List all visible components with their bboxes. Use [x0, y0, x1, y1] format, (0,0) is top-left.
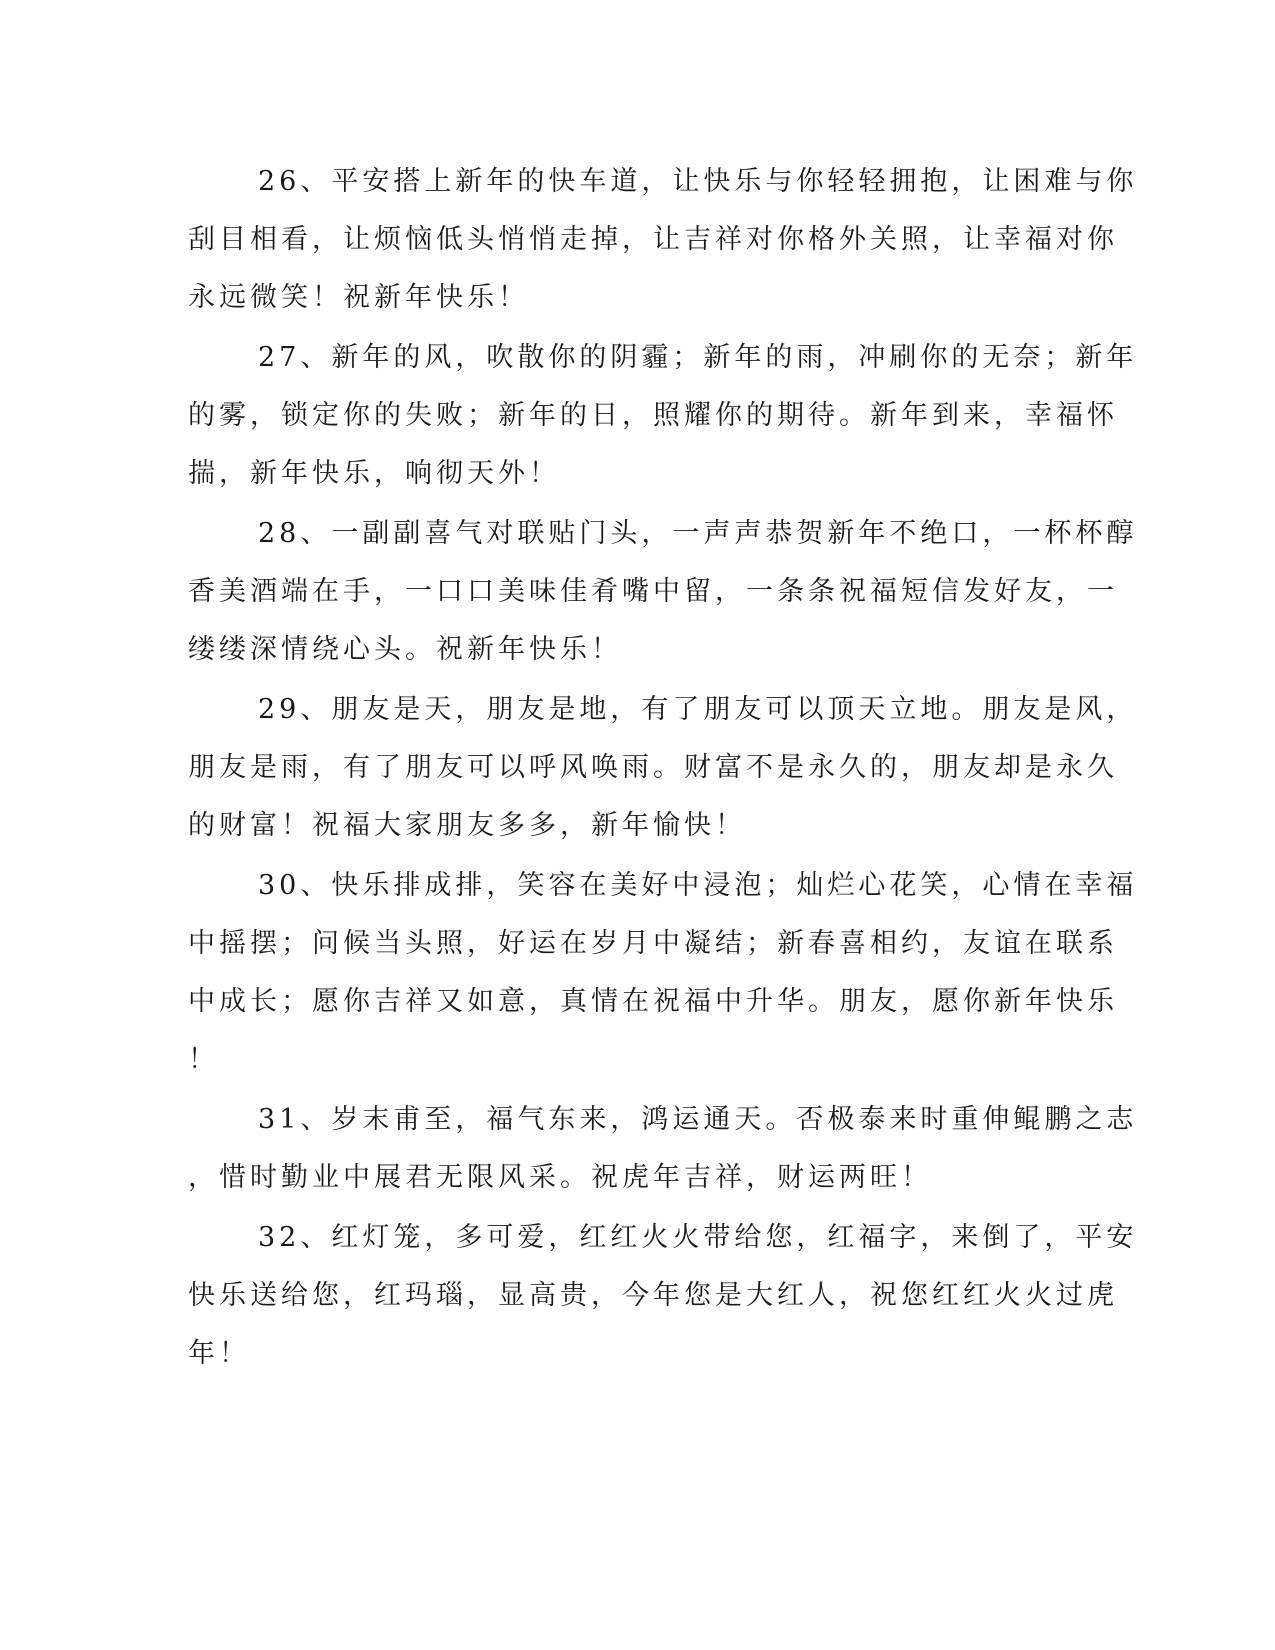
paragraph-29-line-1: 29、朋友是天，朋友是地，有了朋友可以顶天立地。朋友是风，	[258, 694, 1138, 725]
paragraph-28-line-1: 28、一副副喜气对联贴门头，一声声恭贺新年不绝口，一杯杯醇	[258, 518, 1138, 549]
paragraph-27-line-1: 27、新年的风，吹散你的阴霾；新年的雨，冲刷你的无奈；新年	[258, 342, 1138, 373]
paragraph-32-line-1: 32、红灯笼，多可爱，红红火火带给您，红福字，来倒了，平安	[258, 1222, 1138, 1253]
paragraph-29-line-3: 的财富！祝福大家朋友多多，新年愉快！	[188, 810, 746, 841]
paragraph-31-line-1: 31、岁末甫至，福气东来，鸿运通天。否极泰来时重伸鲲鹏之志	[258, 1104, 1138, 1135]
paragraph-30-line-4: ！	[188, 1044, 219, 1075]
paragraph-31-line-2: ，惜时勤业中展君无限风采。祝虎年吉祥，财运两旺！	[188, 1162, 932, 1193]
paragraph-26-line-1: 26、平安搭上新年的快车道，让快乐与你轻轻拥抱，让困难与你	[258, 166, 1138, 197]
paragraph-28-line-3: 缕缕深情绕心头。祝新年快乐！	[188, 634, 622, 665]
paragraph-30-line-2: 中摇摆；问候当头照，好运在岁月中凝结；新春喜相约，友谊在联系	[188, 928, 1118, 959]
paragraph-30-line-3: 中成长；愿你吉祥又如意，真情在祝福中升华。朋友，愿你新年快乐	[188, 986, 1118, 1017]
paragraph-26-line-2: 刮目相看，让烦恼低头悄悄走掉，让吉祥对你格外关照，让幸福对你	[188, 224, 1118, 255]
paragraph-27-line-2: 的雾，锁定你的失败；新年的日，照耀你的期待。新年到来，幸福怀	[188, 400, 1118, 431]
paragraph-27-line-3: 揣，新年快乐，响彻天外！	[188, 458, 560, 489]
paragraph-32-line-3: 年！	[188, 1338, 250, 1369]
paragraph-29-line-2: 朋友是雨，有了朋友可以呼风唤雨。财富不是永久的，朋友却是永久	[188, 752, 1118, 783]
paragraph-26-line-3: 永远微笑！祝新年快乐！	[188, 282, 529, 313]
paragraph-30-line-1: 30、快乐排成排，笑容在美好中浸泡；灿烂心花笑，心情在幸福	[258, 870, 1138, 901]
paragraph-28-line-2: 香美酒端在手，一口口美味佳肴嘴中留，一条条祝福短信发好友，一	[188, 576, 1118, 607]
paragraph-32-line-2: 快乐送给您，红玛瑙，显高贵，今年您是大红人，祝您红红火火过虎	[188, 1280, 1118, 1311]
